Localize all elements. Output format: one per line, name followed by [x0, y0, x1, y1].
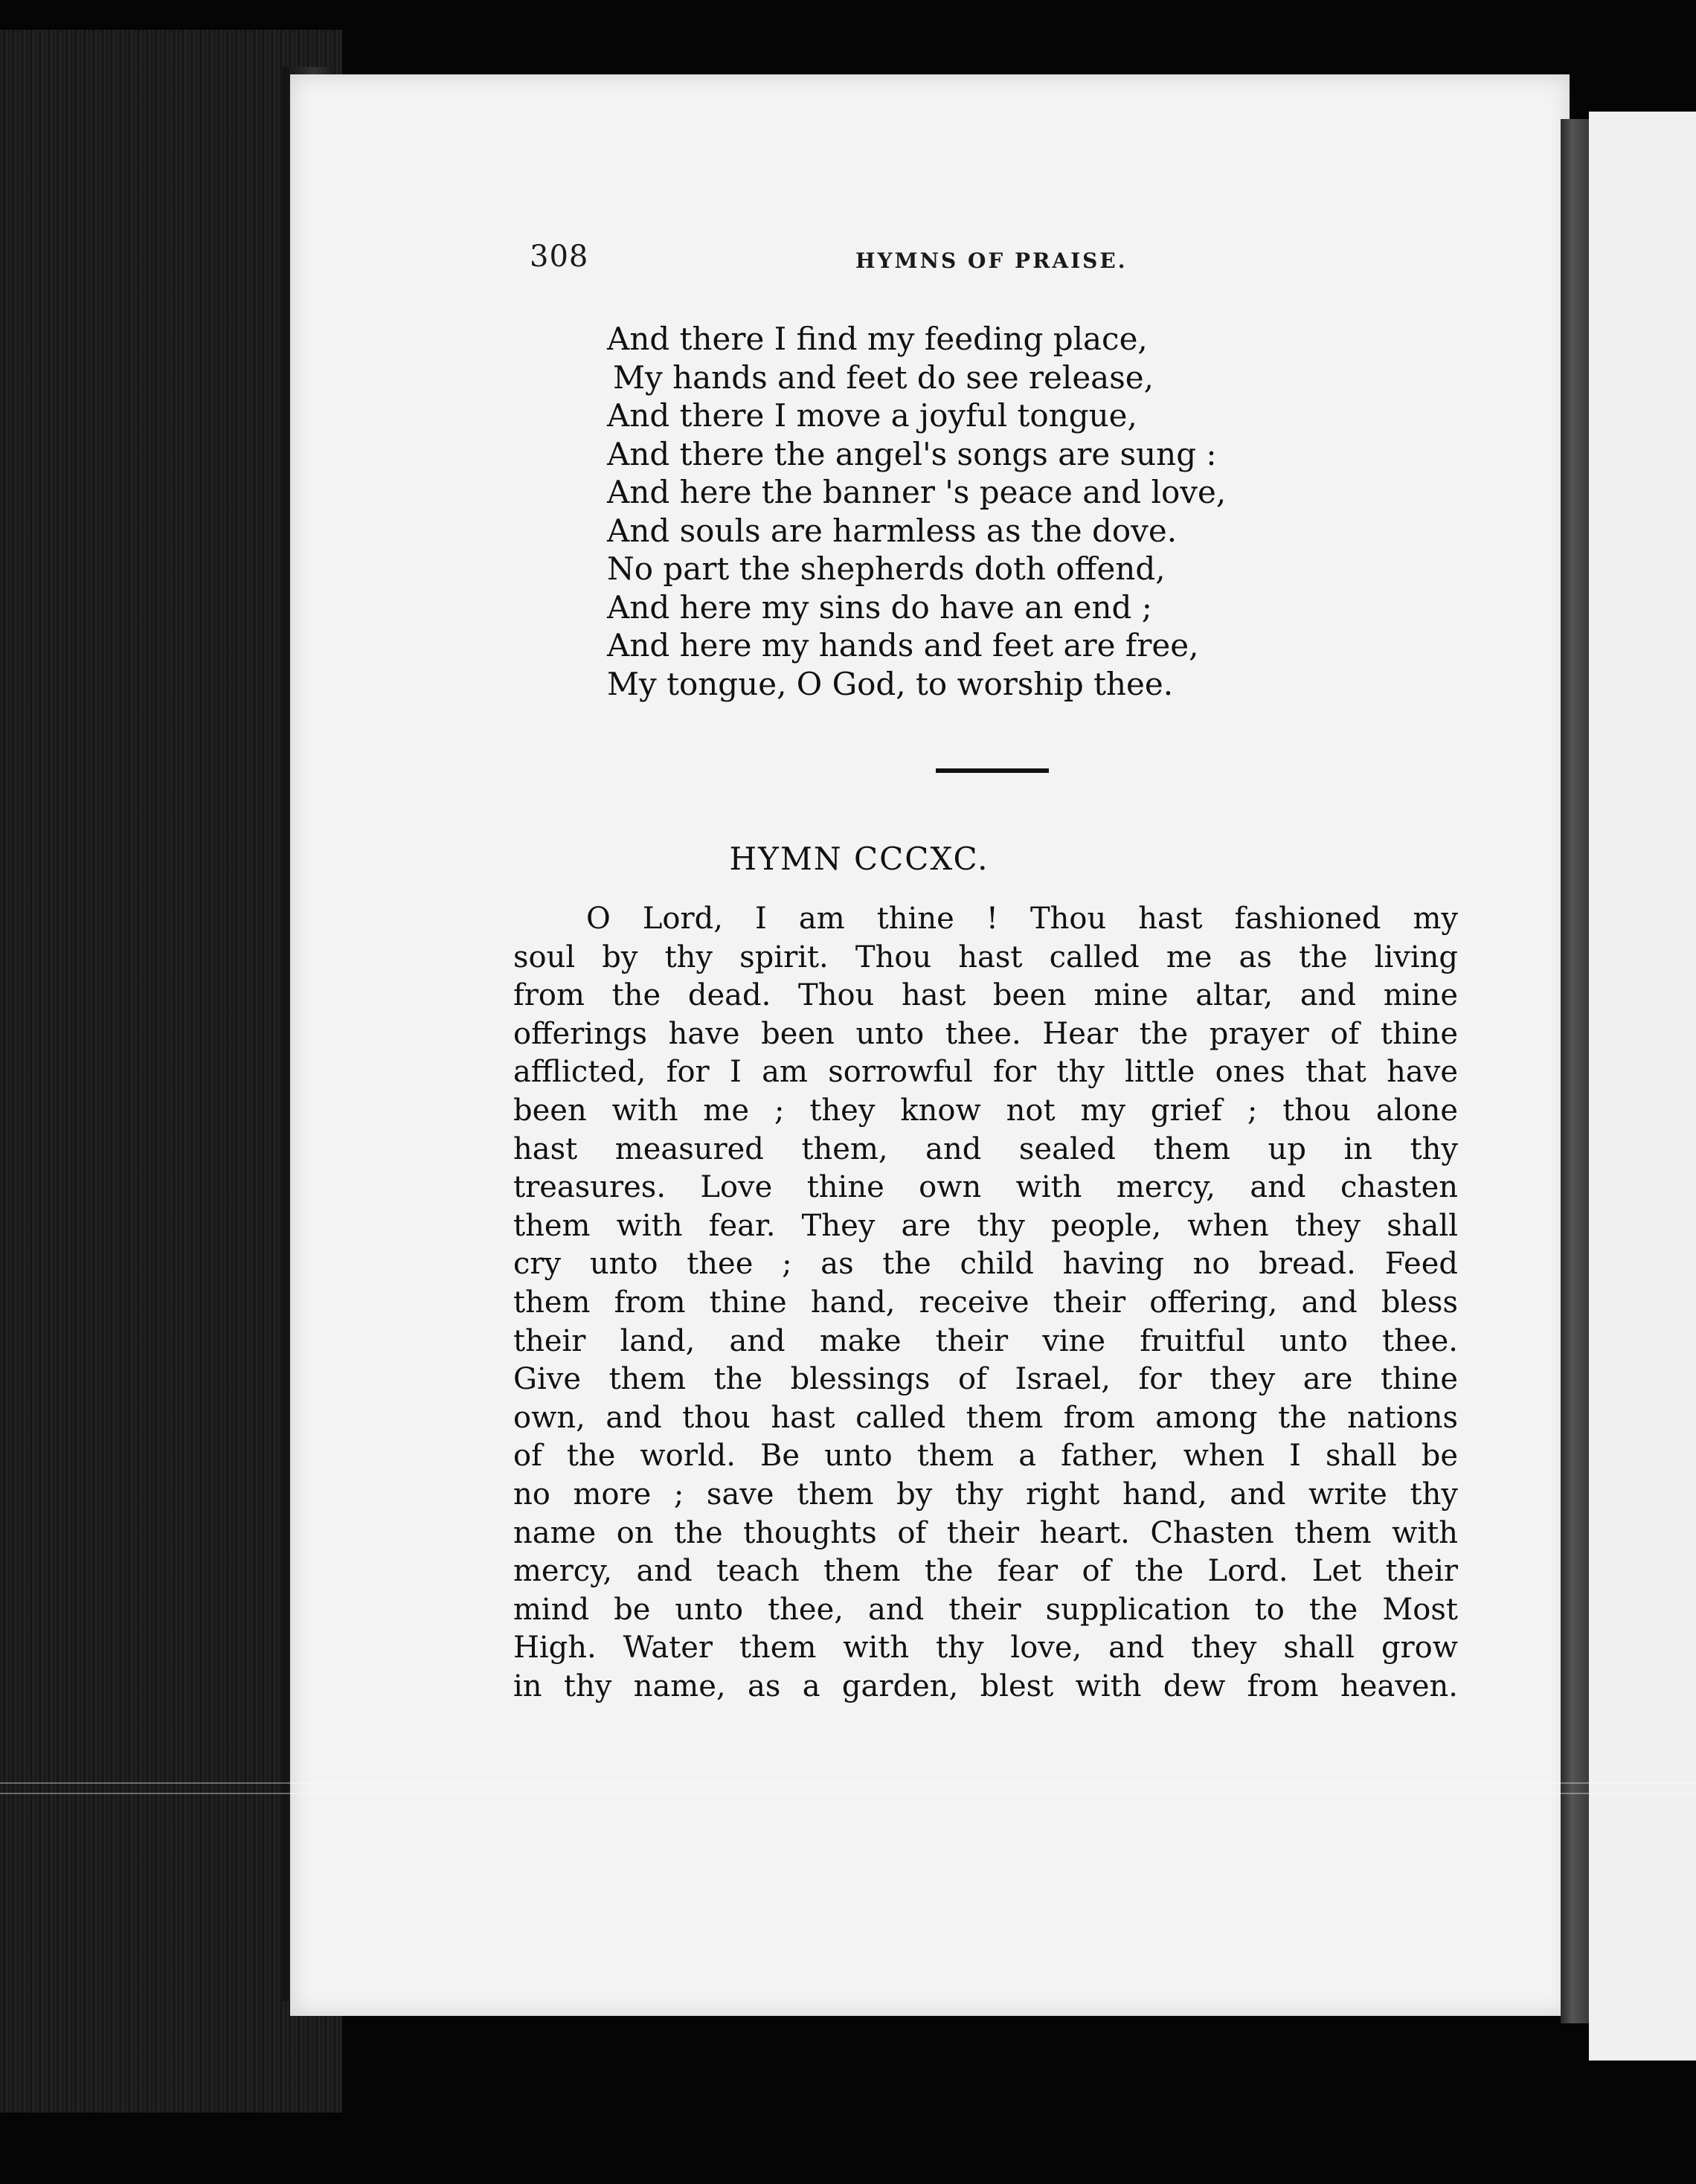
body-line: offerings have been unto thee. Hear the prayer of thine [513, 1016, 1458, 1051]
body-line: name on the thoughts of their heart. Chasten them with [513, 1515, 1458, 1550]
body-line: own, and thou hast called them from among the nations [513, 1400, 1458, 1435]
scan-artifact-line [0, 1793, 1696, 1794]
body-line: afflicted, for I am sorrowful for thy little ones that have [513, 1055, 1458, 1090]
verse-line: And there I find my feeding place, [607, 321, 1148, 357]
body-line: Give them the blessings of Israel, for they are thine [513, 1362, 1458, 1397]
verse-line: No part the shepherds doth offend, [607, 550, 1166, 587]
body-line: treasures. Love thine own with mercy, and chasten [513, 1170, 1458, 1205]
section-divider [936, 768, 1049, 773]
body-line: in thy name, as a garden, blest with dew from heaven. [513, 1668, 1458, 1703]
verse-line: My tongue, O God, to worship thee. [607, 665, 1174, 702]
hymn-title: HYMN CCCXC. [729, 841, 989, 877]
running-head [0, 240, 1696, 284]
body-line: them from thine hand, receive their offering, and bless [513, 1285, 1458, 1320]
body-line: no more ; save them by thy right hand, and write thy [513, 1477, 1458, 1512]
body-line: mind be unto thee, and their supplication to the Most [513, 1592, 1458, 1627]
verse-line: And there the angel's songs are sung : [607, 435, 1217, 472]
body-line: O Lord, I am thine ! Thou hast fashioned my [586, 902, 1458, 936]
body-line: mercy, and teach them the fear of the Lord. Let their [513, 1554, 1458, 1589]
body-line: been with me ; they know not my grief ; thou alone [513, 1093, 1458, 1128]
page-gutter [1561, 119, 1589, 2023]
verse-line: And here my hands and feet are free, [607, 627, 1199, 664]
page-number: 308 [530, 240, 589, 274]
body-line: High. Water them with thy love, and they shall grow [513, 1631, 1458, 1666]
body-line: them with fear. They are thy people, when they shall [513, 1208, 1458, 1243]
body-line: soul by thy spirit. Thou hast called me as the living [513, 940, 1458, 974]
facing-page-edge [1589, 112, 1696, 2061]
verse-line: And here the banner 's peace and love, [607, 474, 1227, 510]
body-line: cry unto thee ; as the child having no bread. Feed [513, 1247, 1458, 1282]
verse-line: And here my sins do have an end ; [607, 588, 1152, 626]
body-line: their land, and make their vine fruitful unto thee. [513, 1323, 1458, 1358]
body-line: hast measured them, and sealed them up in thy [513, 1131, 1458, 1166]
body-line: from the dead. Thou hast been mine altar, and mine [513, 978, 1458, 1013]
scan-artifact-line [0, 1782, 1696, 1784]
running-title: HYMNS OF PRAISE. [855, 248, 1128, 273]
verse-line: My hands and feet do see release, [613, 359, 1154, 396]
verse-line: And there I move a joyful tongue, [607, 397, 1137, 434]
verse-stanza [607, 320, 1226, 703]
verse-line: And souls are harmless as the dove. [607, 512, 1178, 549]
hymn-body [513, 900, 1458, 1706]
body-line: of the world. Be unto them a father, when I shall be [513, 1439, 1458, 1474]
